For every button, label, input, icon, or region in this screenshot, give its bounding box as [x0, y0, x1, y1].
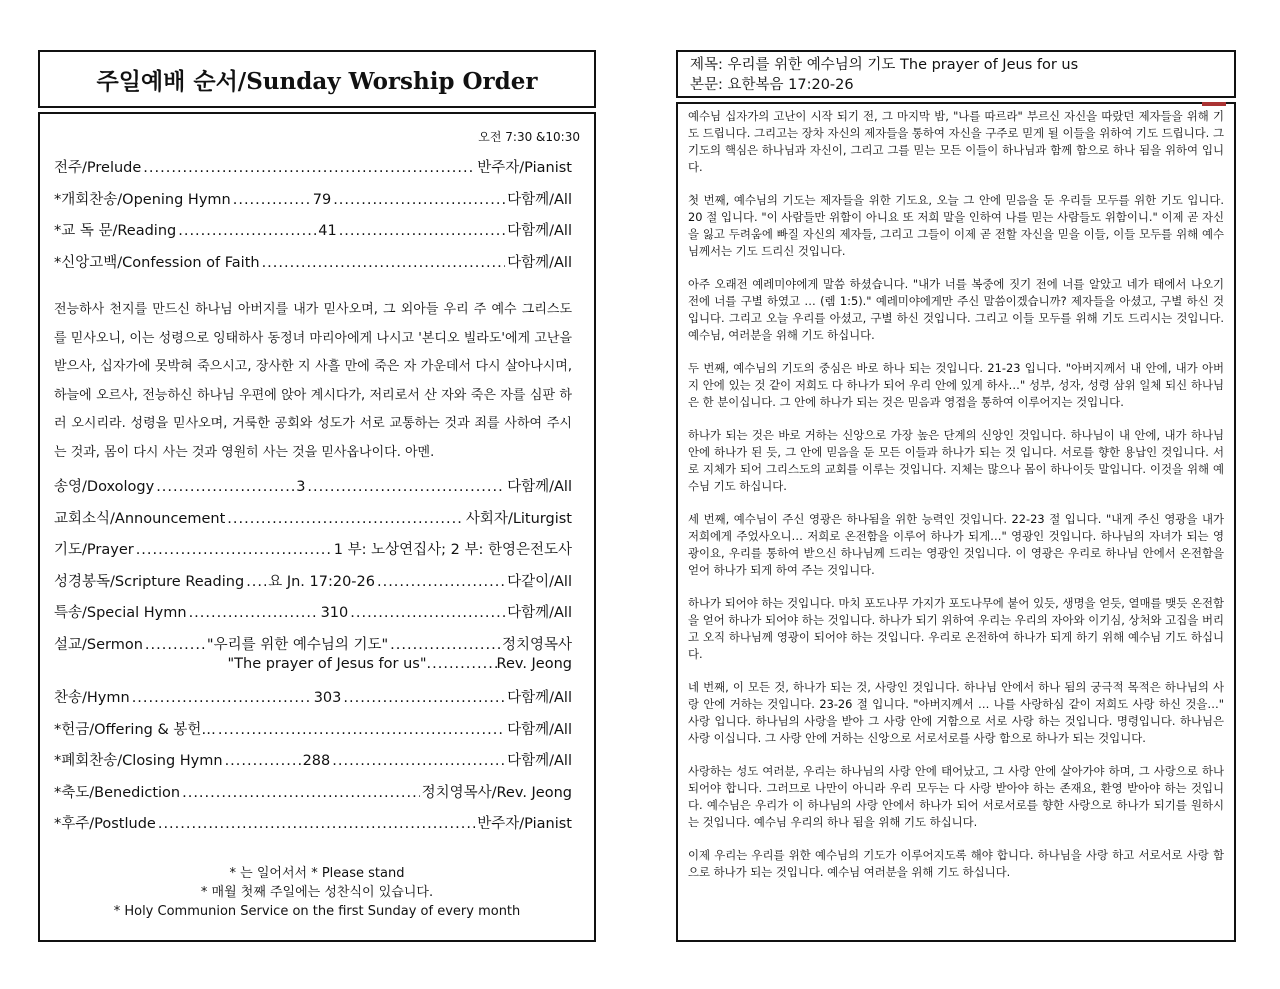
sermon-paragraph: 하나가 되는 것은 바로 거하는 신앙으로 가장 높은 단계의 신앙인 것입니다. 하나님이 내 안에, 내가 하나님 안에 하나가 된 듯, 그 안에 믿음을 둔 모든 이들과 하나가 되는 것 입니다. 서로를 향한 용납인 것입니다. 서로 지체가 되어 그리스도의 교회를 이루는 것입니다. 지체는 많으나 몸이 하나이듯 말입니다. 이것을 위해 예수님 기도 하십니다.: [688, 428, 1224, 493]
sermon-title: 제목: 우리를 위한 예수님의 기도 The prayer of Jeus for us: [690, 57, 1079, 73]
sermon-header-box: [676, 50, 1236, 98]
order-item-hymn: 찬송/Hymn ..... 303 ..... 다함께/All: [54, 686, 572, 718]
worship-order-title-box: [38, 50, 596, 108]
order-item-opening-hymn: *개회찬송/Opening Hymn ..... 79 ..... 다함께/All: [54, 188, 572, 220]
service-times: 오전 7:30 &10:30: [478, 130, 580, 144]
sermon-paragraph: 세 번째, 예수님이 주신 영광은 하나됨을 위한 능력인 것입니다. 22-23 절 입니다. "내게 주신 영광을 내가 저희에게 주었사오니… 저희로 온전함을 이루어 하나가 되게…" 영광인 것입니다. 하나님의 자녀가 되는 영광이요, 우리를 통하여 받으신 하나님께 드리는 영광인 것입니다. 이 영광은 우리로 하나님 안에서 온전함을 얻어 하나가 되게 하여 주는 것입니다.: [688, 512, 1224, 577]
sermon-paragraph: 예수님 십자가의 고난이 시작 되기 전, 그 마지막 밤, "나를 따르라" 부르신 자신을 따랐던 제자들을 위해 기도 드립니다. 그리고는 장차 자신의 제자들을 통하여 자신을 구주로 믿게 될 이들을 위하여 기도 드립니다. 그 기도의 핵심은 하나님과 자신이, 그리고 그를 믿는 모든 이들이 하나님과 함께 함으로 하나 됨을 위하여 입니다.: [688, 109, 1224, 174]
order-item-benediction: *축도/Benediction ..... 정치영목사/Rev. Jeong: [54, 781, 572, 813]
worship-order-title: 주일예배 순서/Sunday Worship Order: [96, 67, 538, 95]
sermon-paragraph: 두 번째, 예수님의 기도의 중심은 바로 하나 되는 것입니다. 21-23 입니다. "아버지께서 내 안에, 내가 아버지 안에 있는 것 같이 저희도 다 하나가 되어 우리 안에 있게 하사…" 성부, 성자, 성령 삼위 일체 되신 하나님은 한 분이십니다. 그 안에 하나가 되는 것은 믿음과 영접을 통하여 이루어지는 것입니다.: [688, 361, 1224, 409]
order-item-announcement: 교회소식/Announcement ..... 사회자/Liturgist: [54, 507, 572, 539]
order-item-reading: *교 독 문/Reading ..... 41 ..... 다함께/All: [54, 219, 572, 251]
footnotes: [40, 864, 594, 921]
sermon-paragraph: 하나가 되어야 하는 것입니다. 마치 포도나무 가지가 포도나무에 붙어 있듯, 생명을 얻듯, 열매를 맺듯 온전함을 얻어 하나가 되어야 하는 것입니다. 하나가 되기 위하여 우리는 우리의 자아와 이기심, 상처와 고집을 버리고 오직 하나님께 영광이 되어야 하는 것입니다. 우리로 온전하여 하나가 되게 하기 위해 예수님 기도 하십니다.: [688, 596, 1224, 661]
worship-order-box: [38, 112, 596, 942]
sermon-paragraph: 네 번째, 이 모든 것, 하나가 되는 것, 사랑인 것입니다. 하나님 안에서 하나 됨의 궁극적 목적은 하나님의 사랑 안에 거하는 것입니다. 23-26 절 입니다. "아버지께서 … 나를 사랑하심 같이 저희도 사랑 하신 것을…" 사랑 입니다. 하나님의 사랑을 받아 그 사랑 안에 거함으로 서로 사랑 하는 것입니다. 명령입니다. 하나님은 사랑 이십니다. 그 사랑 안에 거하는 신앙으로 서로서로를 사랑 함으로 하나가 되는 것입니다.: [688, 680, 1224, 745]
corner-mark: [1202, 102, 1226, 106]
order-item-scripture: 성경봉독/Scripture Reading ..... 요 Jn. 17:20-26 ..... 다같이/All: [54, 570, 572, 602]
order-item-sermon: 설교/Sermon ..... "우리를 위한 예수님의 기도" ..... 정치영목사: [54, 633, 572, 665]
order-item-prelude: 전주/Prelude ..... 반주자/Pianist: [54, 156, 572, 188]
sermon-paragraph: 이제 우리는 우리를 위한 예수님의 기도가 이루어지도록 해야 합니다. 하나님을 사랑 하고 서로서로 사랑 함으로 하나가 되는 것입니다. 예수님 여러분을 위해 기도 하십니다.: [688, 848, 1224, 879]
order-item-postlude: *후주/Postlude ..... 반주자/Pianist: [54, 812, 572, 844]
order-item-doxology: 송영/Doxology ..... 3 ..... 다함께/All: [54, 475, 572, 507]
footnote-communion-en: * Holy Communion Service on the first Sunday of every month: [113, 904, 521, 919]
order-item-offering: *헌금/Offering & 봉헌… ..... 다함께/All: [54, 718, 572, 750]
apostles-creed: 전능하사 천지를 만드신 하나님 아버지를 내가 믿사오며, 그 외아들 우리 주 예수 그리스도를 믿사오니, 이는 성령으로 잉태하사 동정녀 마리아에게 나시고 '본디오 빌라도'에게 고난을 받으사, 십자가에 못박혀 죽으시고, 장사한 지 사흘 만에 죽은 자 가운데서 다시 살아나시며, 하늘에 오르사, 전능하신 하나님 우편에 앉아 계시다가, 저리로서 산 자와 죽은 자를 심판 하러 오시리라. 성령을 믿사오며, 거룩한 공회와 성도가 서로 교통하는 것과 죄를 사하여 주시는 것과, 몸이 다시 사는 것과 영원히 사는 것을 믿사옵나이다. 아멘.: [54, 302, 572, 460]
footnote-stand: * 는 일어서서 * Please stand: [229, 866, 405, 881]
sermon-body-box: [676, 102, 1236, 942]
order-item-special-hymn: 특송/Special Hymn ..... 310 ..... 다함께/All: [54, 601, 572, 633]
sermon-paragraph: 첫 번째, 예수님의 기도는 제자들을 위한 기도요, 오늘 그 안에 믿음을 둔 우리들 모두를 위한 기도 입니다. 20 절 입니다. "이 사람들만 위함이 아니요 또 저희 말을 인하여 나를 믿는 사람들도 위함이니." 이제 곧 자신을 잃고 두려움에 빠질 자신의 제자들, 그리고 그들이 이제 곧 전할 자신을 믿을 이들, 이들 모두를 위해 예수님께서는 기도 드리신 것입니다.: [688, 193, 1224, 258]
footnote-communion-ko: * 매월 첫째 주일에는 성찬식이 있습니다.: [200, 885, 434, 900]
order-item-closing-hymn: *폐회찬송/Closing Hymn ..... 288 ..... 다함께/All: [54, 749, 572, 781]
sermon-paragraph: 사랑하는 성도 여러분, 우리는 하나님의 사랑 안에 태어났고, 그 사랑 안에 살아가야 하며, 그 사랑으로 하나 되어야 합니다. 그러므로 나만이 아니라 우리 모두는 다 사랑 받아야 하는 존재요, 환영 받아야 하는 것입니다. 예수님은 우리가 이 하나님의 사랑 안에서 하나가 되어 서로서로를 향한 사랑으로 하나가 되기를 원하시는 것입니다. 예수님 우리의 하나 됨을 위해 기도 하십니다.: [688, 764, 1224, 829]
sermon-text: 본문: 요한복음 17:20-26: [690, 77, 854, 93]
order-list-top: [54, 156, 572, 844]
sermon-english-title: "The prayer of Jesus for us" ..... Rev. Jeong: [54, 656, 572, 678]
sermon-paragraph: 아주 오래전 예레미야에게 말씀 하셨습니다. "내가 너를 복중에 짓기 전에 너를 알았고 네가 태에서 나오기 전에 너를 구별 하였고 … (렘 1:5)." 예레미야에게만 주신 말씀이겠습니까? 제자들을 아셨고, 구별 하신 것입니다. 그리고 오늘 우리를 아셨고, 구별 하신 것입니다. 그리고 이들 모두를 위해 기도 드리시는 것입니다. 예수님, 여러분을 위해 기도 하십니다.: [688, 277, 1224, 342]
order-item-prayer: 기도/Prayer ..... 1 부: 노상연집사; 2 부: 한영은전도사: [54, 538, 572, 570]
order-item-confession: *신앙고백/Confession of Faith ..... 다함께/All: [54, 251, 572, 283]
